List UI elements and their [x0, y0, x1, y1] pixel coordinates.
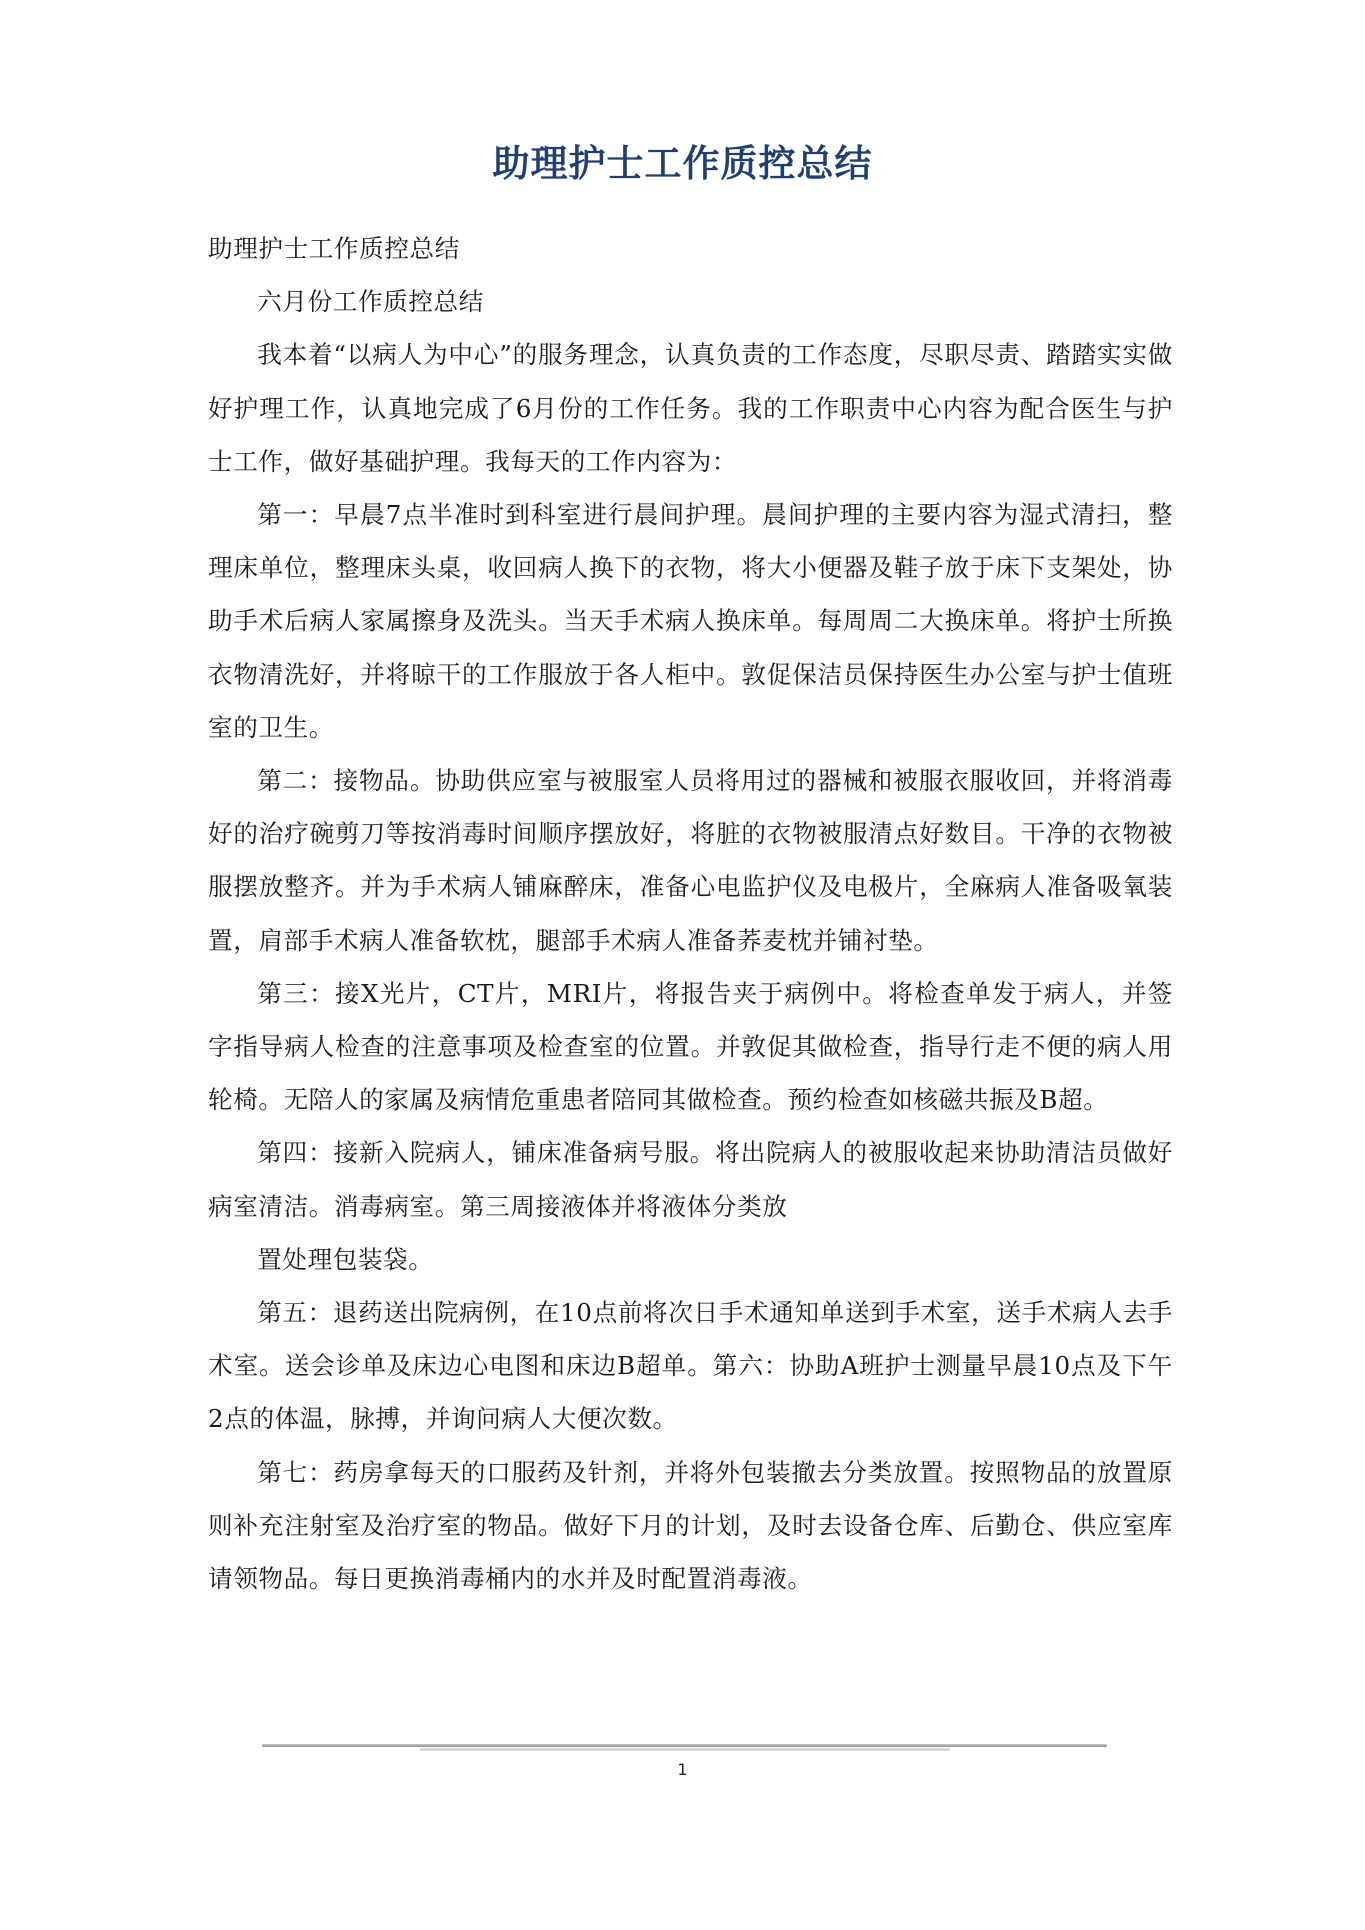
body-paragraph: 第五：退药送出院病例，在10点前将次日手术通知单送到手术室，送手术病人去手术室。送会诊单及床边心电图和床边B超单。第六：协助A班护士测量早晨10点及下午2点的体温，脉搏，并询问病人大便次数。 — [208, 1298, 1173, 1434]
body-paragraph: 第三：接X光片，CT片，MRI片，将报告夹于病例中。将检查单发于病人，并签字指导病人检查的注意事项及检查室的位置。并敦促其做检查，指导行走不便的病人用轮椅。无陪人的家属及病情危重患者陪同其做检查。预约检查如核磁共振及B超。 — [208, 978, 1173, 1115]
page-number: 1 — [677, 1760, 688, 1779]
body-paragraph: 我本着“以病人为中心”的服务理念，认真负责的工作态度，尽职尽责、踏踏实实做好护理工作，认真地完成了6月份的工作任务。我的工作职责中心内容为配合医生与护士工作，做好基础护理。我每天的工作内容为： — [208, 340, 1173, 476]
body-paragraph: 第二：接物品。协助供应室与被服室人员将用过的器械和被服衣服收回，并将消毒好的治疗碗剪刀等按消毒时间顺序摆放好，将脏的衣物被服清点好数目。干净的衣物被服摆放整齐。并为手术病人铺麻醉床，准备心电监护仪及电极片，全麻病人准备吸氧装置，肩部手术病人准备软枕，腿部手术病人准备荞麦枕并铺衬垫。 — [208, 766, 1173, 955]
body-paragraph: 六月份工作质控总结 — [257, 287, 484, 317]
body-paragraph: 助理护士工作质控总结 — [208, 234, 460, 263]
body-paragraph: 第四：接新入院病人，铺床准备病号服。将出院病人的被服收起来协助清洁员做好病室清洁。消毒病室。第三周接液体并将液体分类放 — [208, 1138, 1173, 1221]
document-body — [208, 222, 1173, 1605]
document-title: 助理护士工作质控总结 — [492, 142, 873, 185]
footer-divider-shadow — [420, 1748, 950, 1751]
footer-divider — [262, 1744, 1107, 1747]
body-paragraph: 置处理包装袋。 — [257, 1244, 434, 1274]
body-paragraph: 第七：药房拿每天的口服药及针剂，并将外包装撤去分类放置。按照物品的放置原则补充注射室及治疗室的物品。做好下月的计划，及时去设备仓库、后勤仓、供应室库请领物品。每日更换消毒桶内的水并及时配置消毒液。 — [208, 1457, 1173, 1594]
body-paragraph: 第一：早晨7点半准时到科室进行晨间护理。晨间护理的主要内容为湿式清扫，整理床单位，整理床头桌，收回病人换下的衣物，将大小便器及鞋子放于床下支架处，协助手术后病人家属擦身及洗头。当天手术病人换床单。每周周二大换床单。将护士所换衣物清洗好，并将晾干的工作服放于各人柜中。敦促保洁员保持医生办公室与护士值班室的卫生。 — [208, 500, 1173, 742]
